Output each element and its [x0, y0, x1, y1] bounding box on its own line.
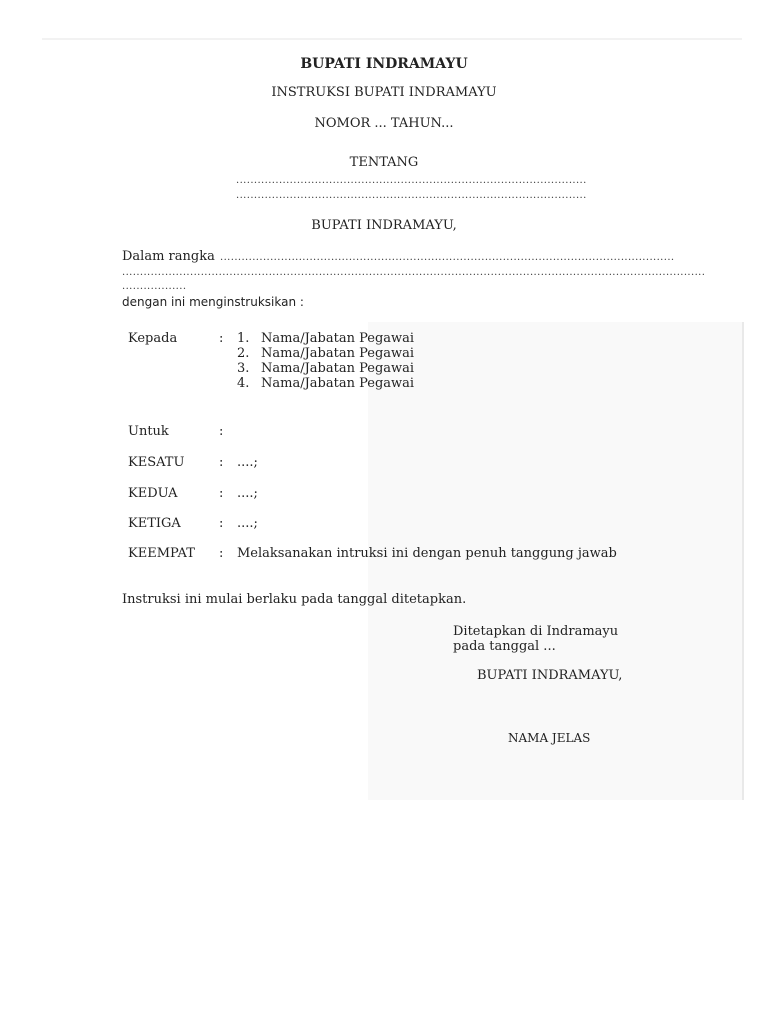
- diktum-value: Melaksanakan intruksi ini dengan penuh tanggung jawab: [237, 546, 617, 561]
- kepada-list-item: [237, 331, 414, 347]
- preamble-dots-2: ...................................................................................................................................................................: [122, 267, 706, 278]
- signature-title: BUPATI INDRAMAYU,: [477, 668, 623, 683]
- list-number: 3.: [237, 361, 250, 376]
- diktum-colon: :: [219, 455, 224, 470]
- closing-statement: Instruksi ini mulai berlaku pada tanggal ditetapkan.: [122, 592, 467, 607]
- instruction-intro: dengan ini menginstruksikan :: [122, 295, 304, 309]
- list-number: 2.: [237, 346, 250, 361]
- about-dots-line-1: ..................................................................................................: [236, 175, 587, 186]
- kepada-list-item: [237, 376, 414, 392]
- diktum-label: KESATU: [128, 455, 185, 470]
- list-text: Nama/Jabatan Pegawai: [261, 331, 415, 346]
- list-text: Nama/Jabatan Pegawai: [261, 376, 415, 391]
- page-top-edge: [42, 38, 742, 40]
- signature-name: NAMA JELAS: [508, 731, 591, 745]
- diktum-colon: :: [219, 486, 224, 501]
- issuer-heading: BUPATI INDRAMAYU,: [311, 218, 457, 233]
- list-number: 1.: [237, 331, 250, 346]
- untuk-label: Untuk: [128, 424, 169, 439]
- diktum-colon: :: [219, 516, 224, 531]
- diktum-label: KETIGA: [128, 516, 181, 531]
- diktum-value: ....;: [237, 516, 258, 531]
- document-type: INSTRUKSI BUPATI INDRAMAYU: [271, 85, 497, 100]
- list-text: Nama/Jabatan Pegawai: [261, 346, 415, 361]
- diktum-colon: :: [219, 546, 224, 561]
- document-number: NOMOR ... TAHUN...: [314, 116, 454, 131]
- signature-place: Ditetapkan di Indramayu: [453, 624, 619, 639]
- kepada-colon: :: [219, 331, 224, 346]
- kepada-list-item: [237, 346, 414, 362]
- list-text: Nama/Jabatan Pegawai: [261, 361, 415, 376]
- diktum-value: ....;: [237, 455, 258, 470]
- kepada-list-item: [237, 361, 414, 377]
- about-dots-line-2: ..................................................................................................: [236, 190, 587, 201]
- kepada-label: Kepada: [128, 331, 178, 346]
- diktum-label: KEDUA: [128, 486, 178, 501]
- list-number: 4.: [237, 376, 250, 391]
- scan-edge-line: [742, 322, 744, 800]
- untuk-colon: :: [219, 424, 224, 439]
- diktum-value: ....;: [237, 486, 258, 501]
- signature-date: pada tanggal ...: [453, 639, 556, 654]
- preamble-dots-1: ...............................................................................................................................: [220, 252, 675, 263]
- preamble-label: Dalam rangka: [122, 249, 215, 264]
- preamble-dots-3: ..................: [122, 281, 187, 292]
- about-label: TENTANG: [349, 155, 419, 170]
- document-issuer-title: BUPATI INDRAMAYU: [300, 56, 468, 72]
- diktum-label: KEEMPAT: [128, 546, 195, 561]
